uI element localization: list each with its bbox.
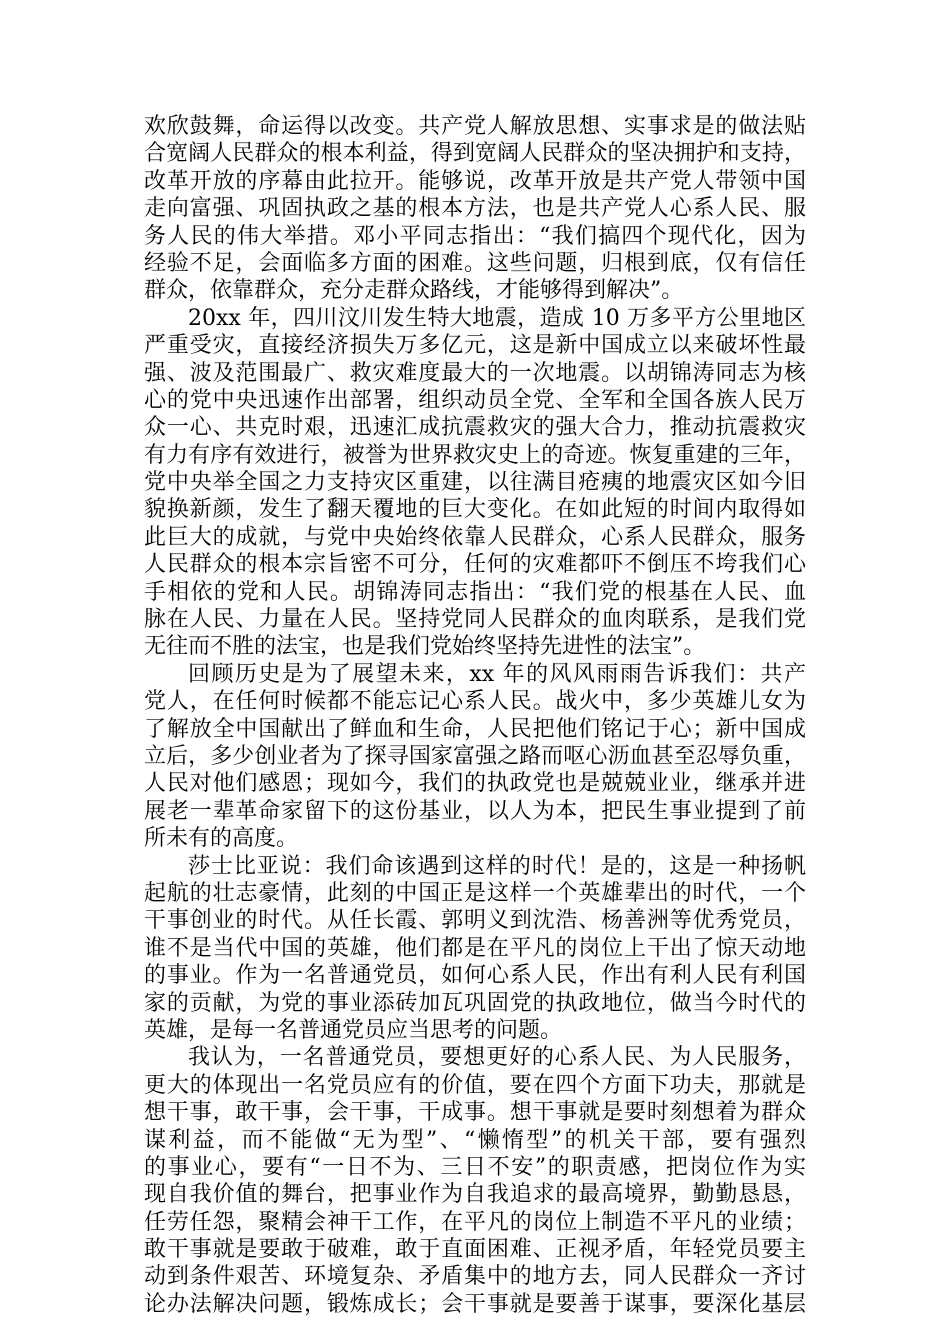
text-line: 谁不是当代中国的英雄，他们都是在平凡的岗位上干出了惊天动地 (144, 935, 806, 961)
text-line: 党中央举全国之力支持灾区重建，以往满目疮痍的地震灾区如今旧 (144, 470, 806, 496)
text-line: 敢干事就是要敢于破难，敢于直面困难、正视矛盾，年轻党员要主 (144, 1237, 806, 1263)
document-page (144, 113, 806, 1318)
text-line: 的事业。作为一名普通党员，如何心系人民，作出有利人民有利国 (144, 963, 806, 989)
text-line: 现自我价值的舞台，把事业作为自我追求的最高境界，勤勤恳恳， (144, 1182, 806, 1208)
text-line: 经验不足，会面临多方面的困难。这些问题，归根到底，仅有信任 (144, 250, 806, 276)
text-line: 有力有序有效进行，被誉为世界救灾史上的奇迹。恢复重建的三年， (144, 442, 806, 468)
text-line: 众一心、共克时艰，迅速汇成抗震救灾的强大合力，推动抗震救灾 (144, 415, 806, 441)
text-line: 论办法解决问题，锻炼成长；会干事就是要善于谋事，要深化基层 (144, 1291, 806, 1317)
text-line: 所未有的高度。 (144, 826, 299, 852)
text-line: 人民对他们感恩；现如今，我们的执政党也是兢兢业业，继承并进 (144, 771, 806, 797)
text-line: 强、波及范围最广、救灾难度最大的一次地震。以胡锦涛同志为核 (144, 360, 806, 386)
text-line: 动到条件艰苦、环境复杂、矛盾集中的地方去，同人民群众一齐讨 (144, 1264, 806, 1290)
text-line: 脉在人民、力量在人民。坚持党同人民群众的血肉联系，是我们党 (144, 607, 806, 633)
text-line: 严重受灾，直接经济损失万多亿元，这是新中国成立以来破坏性最 (144, 333, 806, 359)
text-line: 党人，在任何时候都不能忘记心系人民。战火中，多少英雄儿女为 (144, 689, 806, 715)
text-line: 起航的壮志豪情，此刻的中国正是这样一个英雄辈出的时代，一个 (144, 880, 806, 906)
text-line: 欢欣鼓舞，命运得以改变。共产党人解放思想、实事求是的做法贴 (144, 114, 806, 139)
paragraph-first-line: 我认为，一名普通党员，要想更好的心系人民、为人民服务， (188, 1045, 806, 1071)
paragraph-first-line: 莎士比亚说：我们命该遇到这样的时代！是的，这是一种扬帆 (188, 853, 806, 879)
text-line: 立后，多少创业者为了探寻国家富强之路而呕心沥血甚至忍辱负重， (144, 744, 806, 770)
text-line: 改革开放的序幕由此拉开。能够说，改革开放是共产党人带领中国 (144, 168, 806, 194)
text-line: 群众，依靠群众，充分走群众路线，才能够得到解决”。 (144, 278, 684, 304)
text-line: 更大的体现出一名党员应有的价值，要在四个方面下功夫，那就是 (144, 1072, 806, 1098)
text-line: 手相依的党和人民。胡锦涛同志指出：“我们党的根基在人民、血 (144, 579, 806, 605)
text-line: 家的贡献，为党的事业添砖加瓦巩固党的执政地位，做当今时代的 (144, 990, 806, 1016)
text-line: 谋利益，而不能做“无为型”、“懒惰型”的机关干部，要有强烈 (144, 1127, 806, 1153)
paragraph-first-line: 20xx 年，四川汶川发生特大地震，造成 10 万多平方公里地区 (188, 305, 806, 331)
text-line: 走向富强、巩固执政之基的根本方法，也是共产党人心系人民、服 (144, 196, 806, 222)
text-line: 此巨大的成就，与党中央始终依靠人民群众，心系人民群众，服务 (144, 524, 806, 550)
text-line: 任劳任怨，聚精会神干工作，在平凡的岗位上制造不平凡的业绩； (144, 1209, 806, 1235)
text-line: 貌换新颜，发生了翻天覆地的巨大变化。在如此短的时间内取得如 (144, 497, 806, 523)
text-line: 人民群众的根本宗旨密不可分，任何的灾难都吓不倒压不垮我们心 (144, 552, 806, 578)
paragraph-first-line: 回顾历史是为了展望未来，xx 年的风风雨雨告诉我们：共产 (188, 661, 806, 687)
text-line: 干事创业的时代。从任长霞、郭明义到沈浩、杨善洲等优秀党员， (144, 908, 806, 934)
body-text (144, 113, 806, 1318)
text-line: 心的党中央迅速作出部署，组织动员全党、全军和全国各族人民万 (144, 387, 806, 413)
text-line: 务人民的伟大举措。邓小平同志指出：“我们搞四个现代化，因为 (144, 223, 806, 249)
text-line: 想干事，敢干事，会干事，干成事。想干事就是要时刻想着为群众 (144, 1100, 806, 1126)
text-line: 了解放全中国献出了鲜血和生命，人民把他们铭记于心；新中国成 (144, 716, 806, 742)
text-line: 展老一辈革命家留下的这份基业，以人为本，把民生事业提到了前 (144, 798, 806, 824)
text-line: 的事业心，要有“一日不为、三日不安”的职责感，把岗位作为实 (144, 1154, 806, 1180)
text-line: 合宽阔人民群众的根本利益，得到宽阔人民群众的坚决拥护和支持， (144, 141, 806, 167)
text-line: 无往而不胜的法宝，也是我们党始终坚持先进性的法宝”。 (144, 634, 706, 660)
text-line: 英雄，是每一名普通党员应当思考的问题。 (144, 1017, 563, 1043)
